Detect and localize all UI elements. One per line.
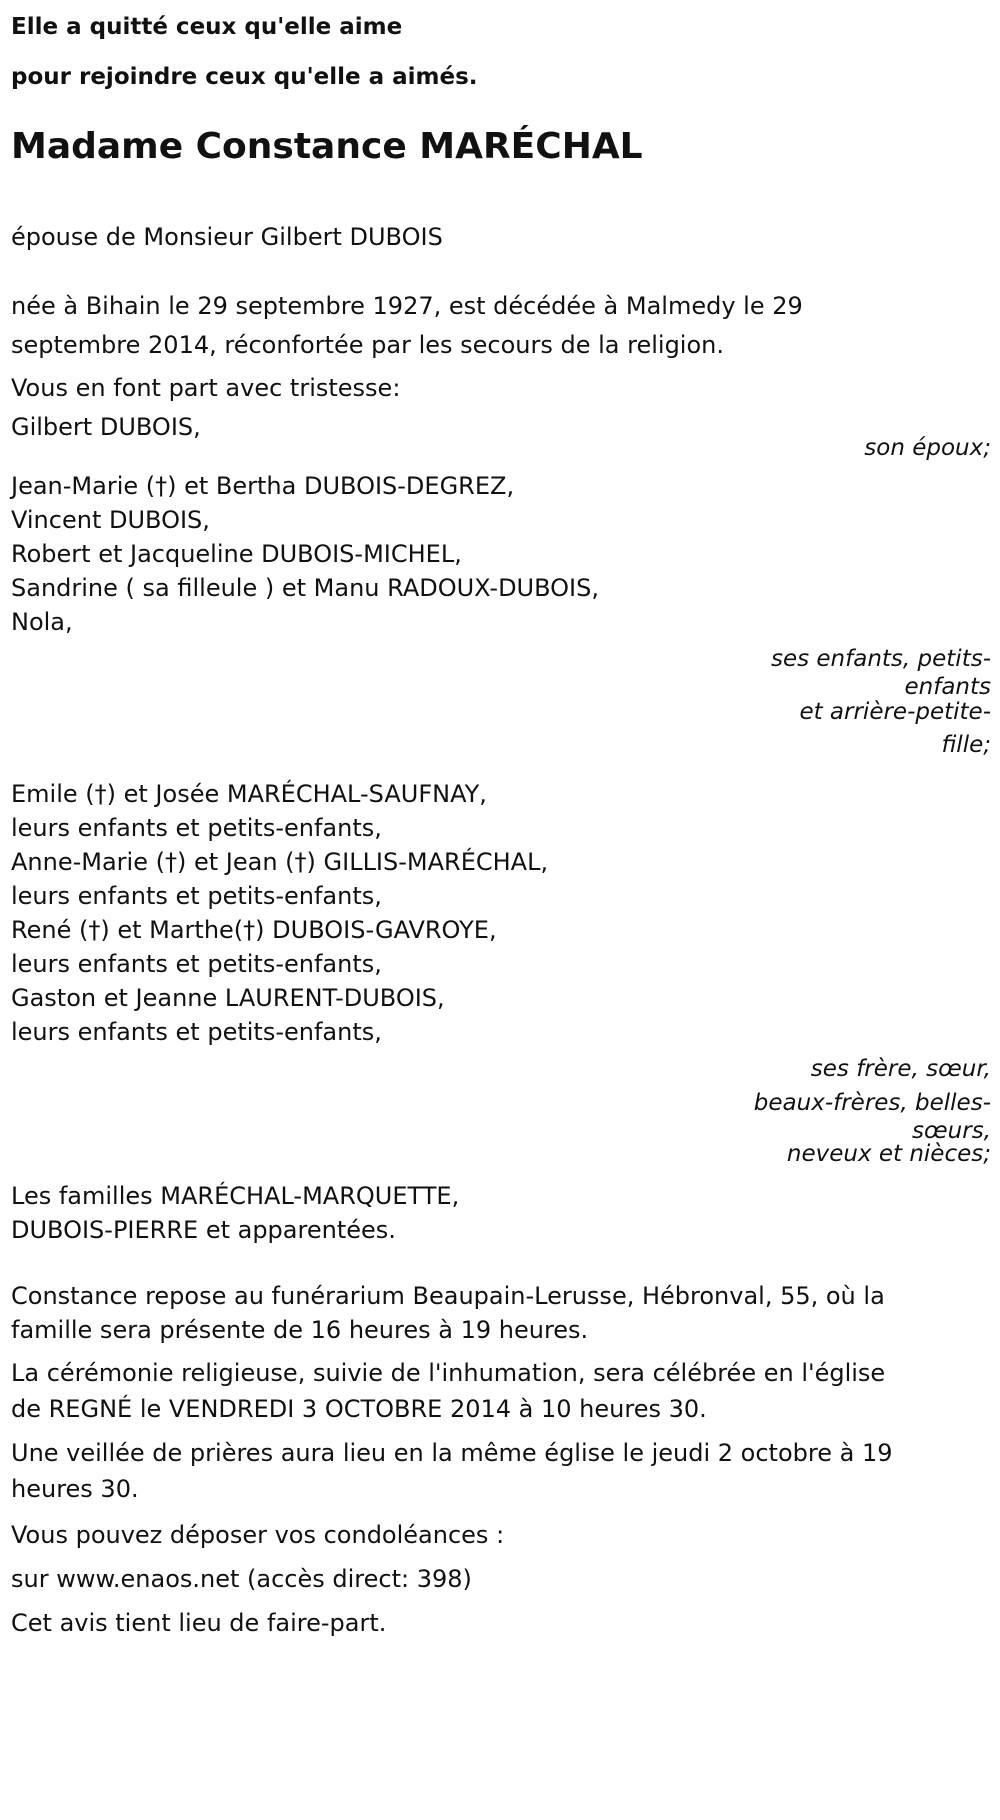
vigil-info: Une veillée de prières aura lieu en la même église le jeudi 2 octobre à 19 heures 30.: [11, 1439, 893, 1503]
member-line: Nola,: [11, 608, 73, 636]
family-group-spouse: [11, 408, 991, 467]
member-line: leurs enfants et petits-enfants,: [11, 1018, 382, 1046]
relation-label: son époux;: [864, 435, 991, 461]
extended-families: [11, 1179, 991, 1247]
families-line: DUBOIS-PIERRE et apparentées.: [11, 1216, 396, 1244]
deceased-name: Madame Constance MARÉCHAL: [11, 126, 643, 167]
member-line: leurs enfants et petits-enfants,: [11, 950, 382, 978]
condolences-line: Vous pouvez déposer vos condoléances :: [11, 1521, 505, 1549]
member-line: leurs enfants et petits-enfants,: [11, 882, 382, 910]
epigraph: [11, 2, 991, 102]
member-line: Emile (†) et Josée MARÉCHAL-SAUFNAY,: [11, 780, 487, 808]
member-line: Gaston et Jeanne LAURENT-DUBOIS,: [11, 984, 445, 1012]
family-group-children: [11, 469, 991, 763]
relation-label: ses frère, sœur, beaux-frères, belles- sœurs, neveux et nièces;: [753, 1056, 991, 1167]
member-line: René (†) et Marthe(†) DUBOIS-GAVROYE,: [11, 916, 497, 944]
repose-info: Constance repose au funérarium Beaupain-Lerusse, Hébronval, 55, où la famille sera présente de 16 heures à 19 heures.: [11, 1282, 885, 1344]
families-line: Les familles MARÉCHAL-MARQUETTE,: [11, 1182, 460, 1210]
closing-line: Cet avis tient lieu de faire-part.: [11, 1609, 387, 1637]
member-line: Vincent DUBOIS,: [11, 506, 210, 534]
relation-label: ses enfants, petits- enfants et arrière-petite- fille;: [770, 646, 991, 758]
website-line: sur www.enaos.net (accès direct: 398): [11, 1565, 472, 1593]
member-line: Jean-Marie (†) et Bertha DUBOIS-DEGREZ,: [11, 472, 515, 500]
birth-death-info: née à Bihain le 29 septembre 1927, est décédée à Malmedy le 29 septembre 2014, réconfortée par les secours de la religion.: [11, 292, 803, 359]
obituary-notice: [11, 0, 991, 1645]
epigraph-line: pour rejoindre ceux qu'elle a aimés.: [11, 64, 478, 90]
ceremony-info: La cérémonie religieuse, suivie de l'inhumation, sera célébrée en l'église de REGNÉ le VENDREDI 3 OCTOBRE 2014 à 10 heures 30.: [11, 1359, 886, 1423]
announcement-line: Vous en font part avec tristesse:: [11, 374, 401, 402]
member-line: Anne-Marie (†) et Jean (†) GILLIS-MARÉCHAL,: [11, 848, 549, 876]
epigraph-line: Elle a quitté ceux qu'elle aime: [11, 14, 403, 40]
member-line: Gilbert DUBOIS,: [11, 413, 201, 441]
member-line: Robert et Jacqueline DUBOIS-MICHEL,: [11, 540, 462, 568]
spouse-line: épouse de Monsieur Gilbert DUBOIS: [11, 223, 443, 251]
member-line: Sandrine ( sa filleule ) et Manu RADOUX-DUBOIS,: [11, 574, 599, 602]
family-group-siblings: [11, 777, 991, 1165]
member-line: leurs enfants et petits-enfants,: [11, 814, 382, 842]
